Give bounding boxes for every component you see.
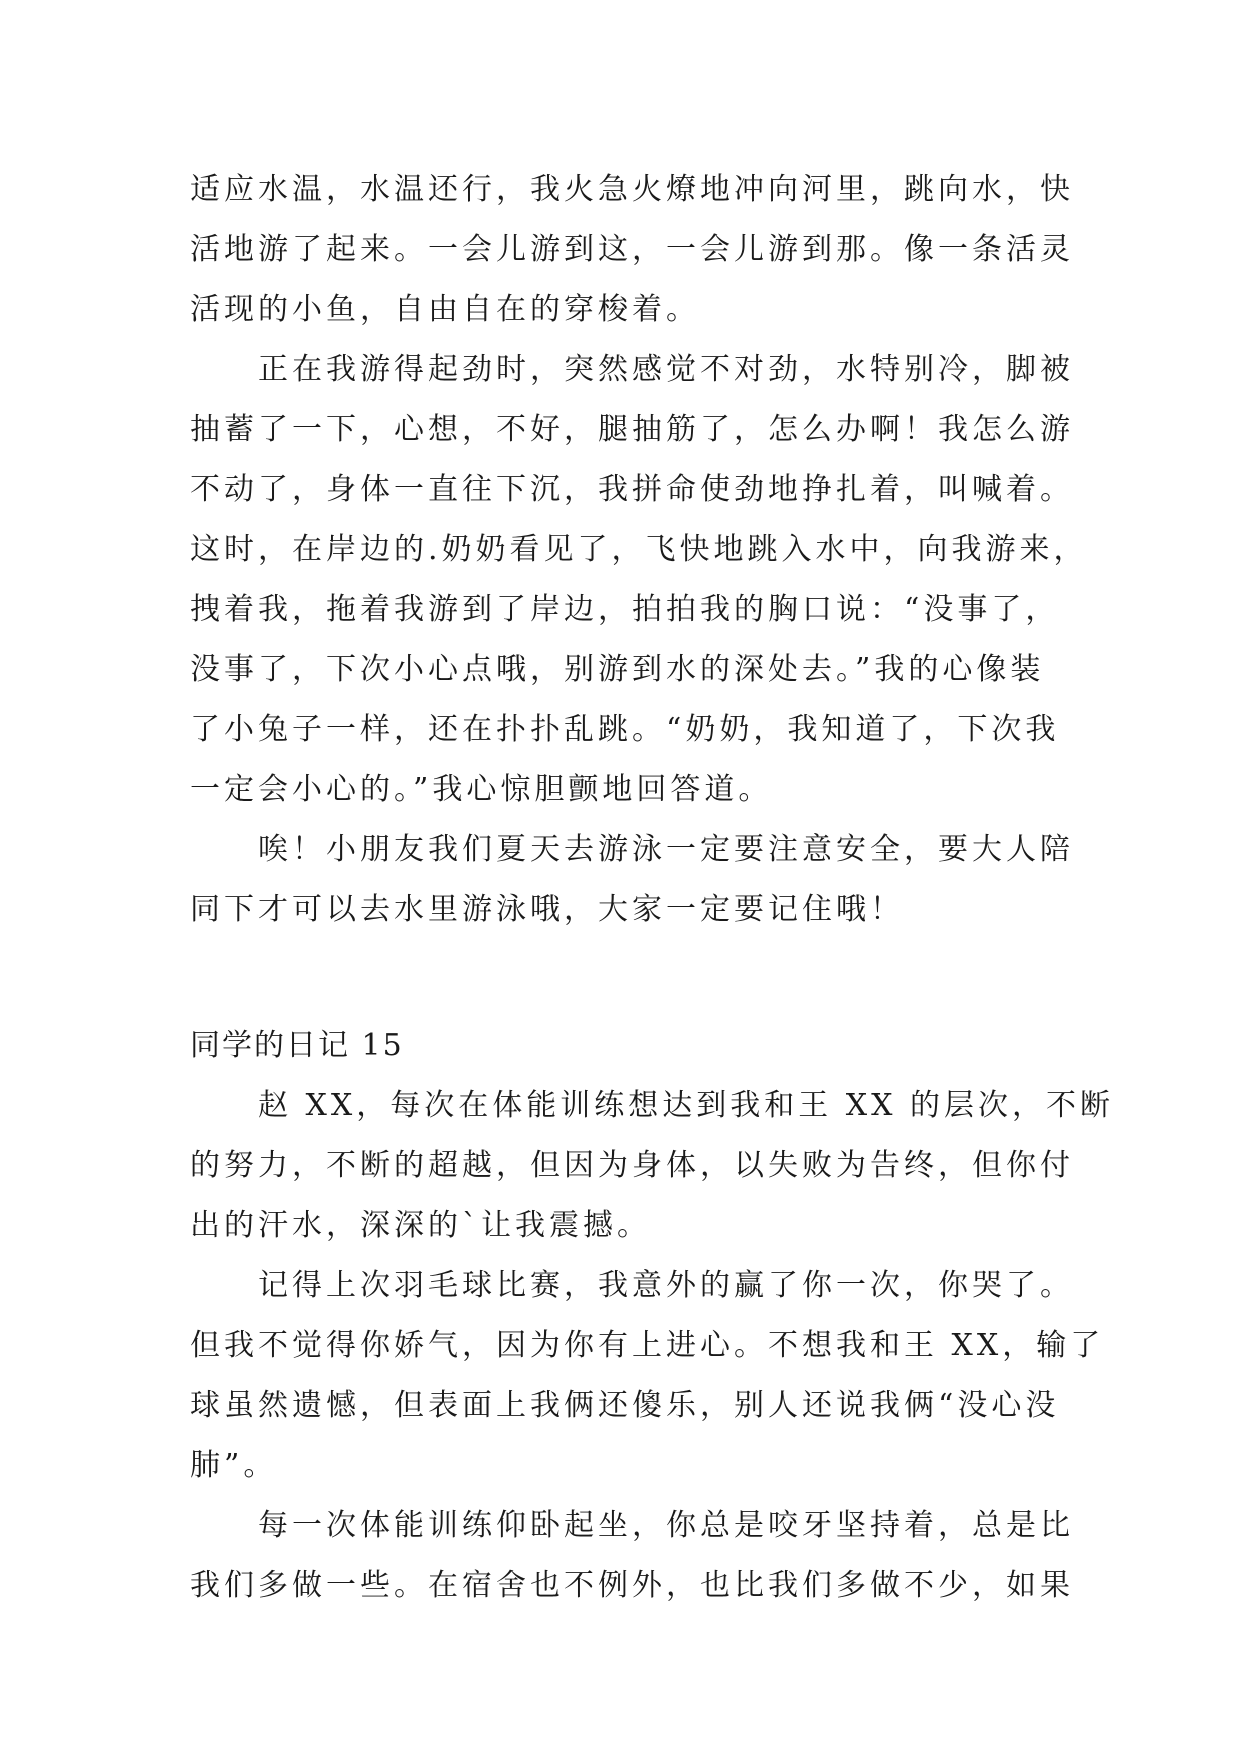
paragraph — [190, 1256, 1105, 1496]
text-line: 赵 XX，每次在体能训练想达到我和王 XX 的层次，不断 — [190, 1088, 1115, 1123]
text-line: 不动了，身体一直往下沉，我拼命使劲地挣扎着，叫喊着。 — [190, 472, 1074, 507]
text-line: 每一次体能训练仰卧起坐，你总是咬牙坚持着，总是比 — [190, 1508, 1074, 1543]
paragraph — [190, 160, 1074, 340]
text-line: 没事了，下次小心点哦，别游到水的深处去。”我的心像装 — [190, 652, 1045, 687]
text-line: 的努力，不断的超越，但因为身体，以失败为告终，但你付 — [190, 1148, 1074, 1183]
text-line: 但我不觉得你娇气，因为你有上进心。不想我和王 XX，输了 — [190, 1328, 1105, 1363]
text-line: 唉！小朋友我们夏天去游泳一定要注意安全，要大人陪 — [190, 832, 1074, 867]
text-line: 我们多做一些。在宿舍也不例外，也比我们多做不少，如果 — [190, 1568, 1074, 1603]
text-line: 肺”。 — [190, 1448, 278, 1483]
text-line: 同下才可以去水里游泳哦，大家一定要记住哦！ — [190, 892, 904, 927]
paragraph — [190, 820, 1074, 940]
text-line: 一定会小心的。”我心惊胆颤地回答道。 — [190, 772, 773, 807]
text-line: 球虽然遗憾，但表面上我俩还傻乐，别人还说我俩“没心没 — [190, 1388, 1060, 1423]
text-line: 拽着我，拖着我游到了岸边，拍拍我的胸口说：“没事了， — [190, 592, 1060, 627]
text-line: 这时，在岸边的.奶奶看见了，飞快地跳入水中，向我游来， — [190, 532, 1088, 567]
text-line: 活现的小鱼，自由自在的穿梭着。 — [190, 292, 700, 327]
text-line: 适应水温，水温还行，我火急火燎地冲向河里，跳向水，快 — [190, 172, 1074, 207]
text-line: 出的汗水，深深的`让我震撼。 — [190, 1208, 651, 1243]
diary-section — [190, 1016, 1115, 1616]
paragraph — [190, 1076, 1115, 1256]
text-line: 正在我游得起劲时，突然感觉不对劲，水特别冷，脚被 — [190, 352, 1074, 387]
text-line: 活地游了起来。一会儿游到这，一会儿游到那。像一条活灵 — [190, 232, 1074, 267]
text-line: 记得上次羽毛球比赛，我意外的赢了你一次，你哭了。 — [190, 1268, 1074, 1303]
section-heading: 同学的日记 15 — [190, 1028, 404, 1063]
story-section — [190, 160, 1088, 940]
paragraph — [190, 1496, 1074, 1616]
section-spacer — [190, 940, 1060, 1016]
text-line: 了小兔子一样，还在扑扑乱跳。“奶奶，我知道了，下次我 — [190, 712, 1060, 747]
paragraph — [190, 340, 1088, 820]
document-page — [190, 160, 1115, 1616]
text-line: 抽蓄了一下，心想，不好，腿抽筋了，怎么办啊！我怎么游 — [190, 412, 1074, 447]
